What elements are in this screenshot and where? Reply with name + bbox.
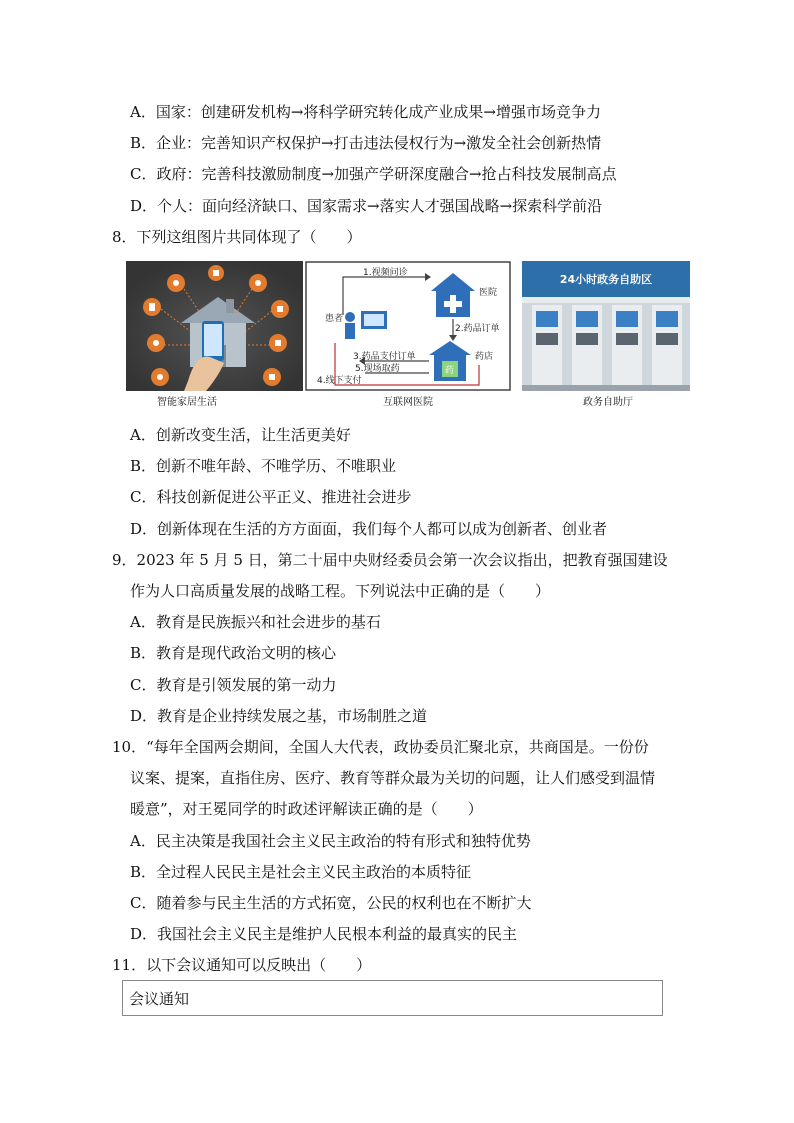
q9-option-d: D．教育是企业持续发展之基，市场制胜之道	[130, 707, 428, 725]
smart-home-caption: 智能家居生活	[157, 397, 217, 408]
q10-stem-line-2: 议案、提案，直指住房、医疗、教育等群众最为关切的问题，让人们感受到温情	[130, 769, 656, 787]
q9-option-a: A．教育是民族振兴和社会进步的基石	[130, 613, 381, 631]
smart-home-image	[126, 261, 303, 391]
q10-option-c: C．随着参与民主生活的方式拓宽，公民的权利也在不断扩大	[130, 894, 532, 912]
q7-option-d: D．个人：面向经济缺口、国家需求→落实人才强国战略→探索科学前沿	[130, 197, 603, 215]
meeting-notice-box	[122, 980, 663, 1016]
diagram-label-drug: 药	[445, 366, 455, 376]
diagram-label-video-consult: 1.视频问诊	[363, 268, 408, 278]
q7-option-b: B．企业：完善知识产权保护→打击违法侵权行为→激发全社会创新热情	[130, 134, 602, 152]
q8-option-c: C．科技创新促进公平正义、推进社会进步	[130, 488, 412, 506]
meeting-notice-title: 会议通知	[129, 990, 190, 1008]
diagram-label-pickup: 5.现场取药	[355, 364, 400, 374]
internet-hospital-caption: 互联网医院	[383, 397, 433, 408]
gov-self-service-image	[522, 261, 690, 391]
self-service-sign: 24小时政务自助区	[559, 273, 653, 286]
q11-stem: 11．以下会议通知可以反映出（ ）	[112, 956, 372, 974]
diagram-label-offline-payment: 4.线下支付	[317, 376, 362, 386]
q10-option-a: A．民主决策是我国社会主义民主政治的特有形式和独特优势	[130, 832, 531, 850]
q10-option-b: B．全过程人民民主是社会主义民主政治的本质特征	[130, 863, 472, 881]
q8-option-a: A．创新改变生活，让生活更美好	[130, 426, 351, 444]
q9-stem-line-2: 作为人口高质量发展的战略工程。下列说法中正确的是（ ）	[130, 582, 551, 600]
q9-stem-line-1: 9．2023 年 5 月 5 日，第二十届中央财经委员会第一次会议指出，把教育强国建设	[112, 551, 668, 569]
q7-option-c: C．政府：完善科技激励制度→加强产学研深度融合→抢占科技发展制高点	[130, 165, 617, 183]
gov-self-service-caption: 政务自助厅	[583, 397, 633, 408]
diagram-label-pharmacy: 药店	[475, 352, 494, 362]
q8-stem: 8．下列这组图片共同体现了（ ）	[112, 228, 362, 246]
q8-option-b: B．创新不唯年龄、不唯学历、不唯职业	[130, 457, 397, 475]
diagram-label-payment-order: 3.药品支付订单	[353, 352, 416, 362]
q10-option-d: D．我国社会主义民主是维护人民根本利益的最真实的民主	[130, 925, 518, 943]
q7-option-a: A．国家：创建研发机构→将科学研究转化成产业成果→增强市场竞争力	[130, 103, 601, 121]
internet-hospital-diagram	[305, 261, 511, 391]
q10-stem-line-3: 暖意”，对王冕同学的时政述评解读正确的是（ ）	[130, 800, 483, 818]
diagram-label-drug-order: 2.药品订单	[455, 324, 500, 334]
q10-stem-line-1: 10．“每年全国两会期间，全国人大代表，政协委员汇聚北京，共商国是。一份份	[112, 738, 649, 756]
diagram-label-patient: 患者	[325, 314, 344, 324]
diagram-label-hospital: 医院	[479, 288, 498, 298]
q9-option-b: B．教育是现代政治文明的核心	[130, 644, 337, 662]
q8-option-d: D．创新体现在生活的方方面面，我们每个人都可以成为创新者、创业者	[130, 520, 608, 538]
q9-option-c: C．教育是引领发展的第一动力	[130, 676, 337, 694]
